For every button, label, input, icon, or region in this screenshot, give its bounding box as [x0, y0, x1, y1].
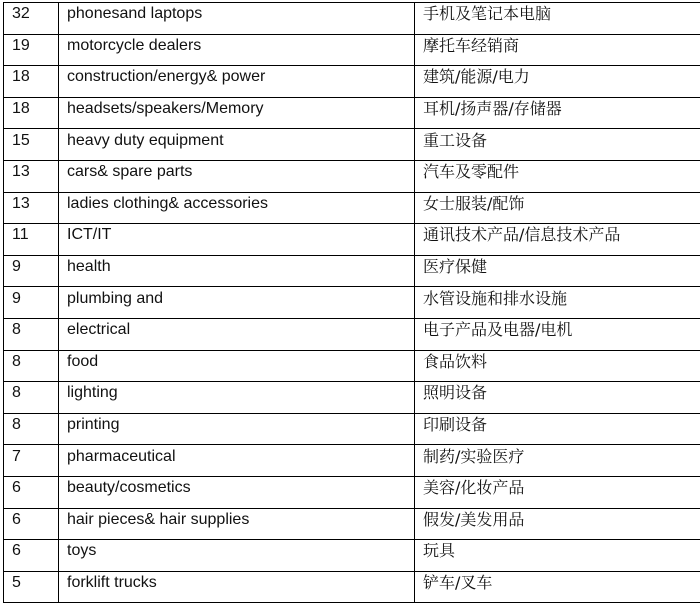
table-row [4, 413, 700, 445]
table-body [4, 3, 700, 603]
english-category-cell: beauty/cosmetics [59, 476, 415, 508]
table-row [4, 476, 700, 508]
table-row [4, 34, 700, 66]
english-category-cell: headsets/speakers/Memory [59, 97, 415, 129]
table-row [4, 382, 700, 414]
table-row [4, 508, 700, 540]
chinese-category-cell: 食品饮料 [415, 350, 700, 382]
table-row [4, 350, 700, 382]
table-row [4, 66, 700, 98]
chinese-category-cell: 通讯技术产品/信息技术产品 [415, 224, 700, 256]
english-category-cell: ladies clothing& accessories [59, 192, 415, 224]
count-cell: 18 [4, 97, 59, 129]
count-cell: 8 [4, 318, 59, 350]
table-row [4, 445, 700, 477]
table-row [4, 129, 700, 161]
chinese-category-cell: 摩托车经销商 [415, 34, 700, 66]
english-category-cell: construction/energy& power [59, 66, 415, 98]
count-cell: 19 [4, 34, 59, 66]
chinese-category-cell: 电子产品及电器/电机 [415, 318, 700, 350]
table-row [4, 255, 700, 287]
english-category-cell: cars& spare parts [59, 160, 415, 192]
table-row [4, 571, 700, 603]
table-row [4, 318, 700, 350]
chinese-category-cell: 美容/化妆产品 [415, 476, 700, 508]
count-cell: 32 [4, 3, 59, 35]
english-category-cell: phonesand laptops [59, 3, 415, 35]
english-category-cell: ICT/IT [59, 224, 415, 256]
chinese-category-cell: 建筑/能源/电力 [415, 66, 700, 98]
count-cell: 8 [4, 350, 59, 382]
english-category-cell: motorcycle dealers [59, 34, 415, 66]
chinese-category-cell: 重工设备 [415, 129, 700, 161]
table-row [4, 160, 700, 192]
table-row [4, 97, 700, 129]
chinese-category-cell: 铲车/叉车 [415, 571, 700, 603]
english-category-cell: plumbing and [59, 287, 415, 319]
chinese-category-cell: 耳机/扬声器/存储器 [415, 97, 700, 129]
chinese-category-cell: 医疗保健 [415, 255, 700, 287]
count-cell: 6 [4, 476, 59, 508]
chinese-category-cell: 玩具 [415, 540, 700, 572]
english-category-cell: hair pieces& hair supplies [59, 508, 415, 540]
chinese-category-cell: 印刷设备 [415, 413, 700, 445]
table-row [4, 224, 700, 256]
english-category-cell: pharmaceutical [59, 445, 415, 477]
chinese-category-cell: 女士服装/配饰 [415, 192, 700, 224]
english-category-cell: lighting [59, 382, 415, 414]
english-category-cell: health [59, 255, 415, 287]
table-row [4, 287, 700, 319]
english-category-cell: heavy duty equipment [59, 129, 415, 161]
count-cell: 6 [4, 508, 59, 540]
english-category-cell: printing [59, 413, 415, 445]
count-cell: 13 [4, 160, 59, 192]
category-table [3, 2, 700, 603]
english-category-cell: electrical [59, 318, 415, 350]
chinese-category-cell: 照明设备 [415, 382, 700, 414]
count-cell: 15 [4, 129, 59, 161]
count-cell: 8 [4, 382, 59, 414]
count-cell: 5 [4, 571, 59, 603]
english-category-cell: toys [59, 540, 415, 572]
count-cell: 13 [4, 192, 59, 224]
count-cell: 11 [4, 224, 59, 256]
count-cell: 9 [4, 255, 59, 287]
chinese-category-cell: 手机及笔记本电脑 [415, 3, 700, 35]
table-row [4, 540, 700, 572]
table-row [4, 192, 700, 224]
count-cell: 18 [4, 66, 59, 98]
chinese-category-cell: 假发/美发用品 [415, 508, 700, 540]
chinese-category-cell: 汽车及零配件 [415, 160, 700, 192]
count-cell: 7 [4, 445, 59, 477]
count-cell: 9 [4, 287, 59, 319]
count-cell: 6 [4, 540, 59, 572]
chinese-category-cell: 水管设施和排水设施 [415, 287, 700, 319]
table-row [4, 3, 700, 35]
count-cell: 8 [4, 413, 59, 445]
chinese-category-cell: 制药/实验医疗 [415, 445, 700, 477]
english-category-cell: forklift trucks [59, 571, 415, 603]
english-category-cell: food [59, 350, 415, 382]
